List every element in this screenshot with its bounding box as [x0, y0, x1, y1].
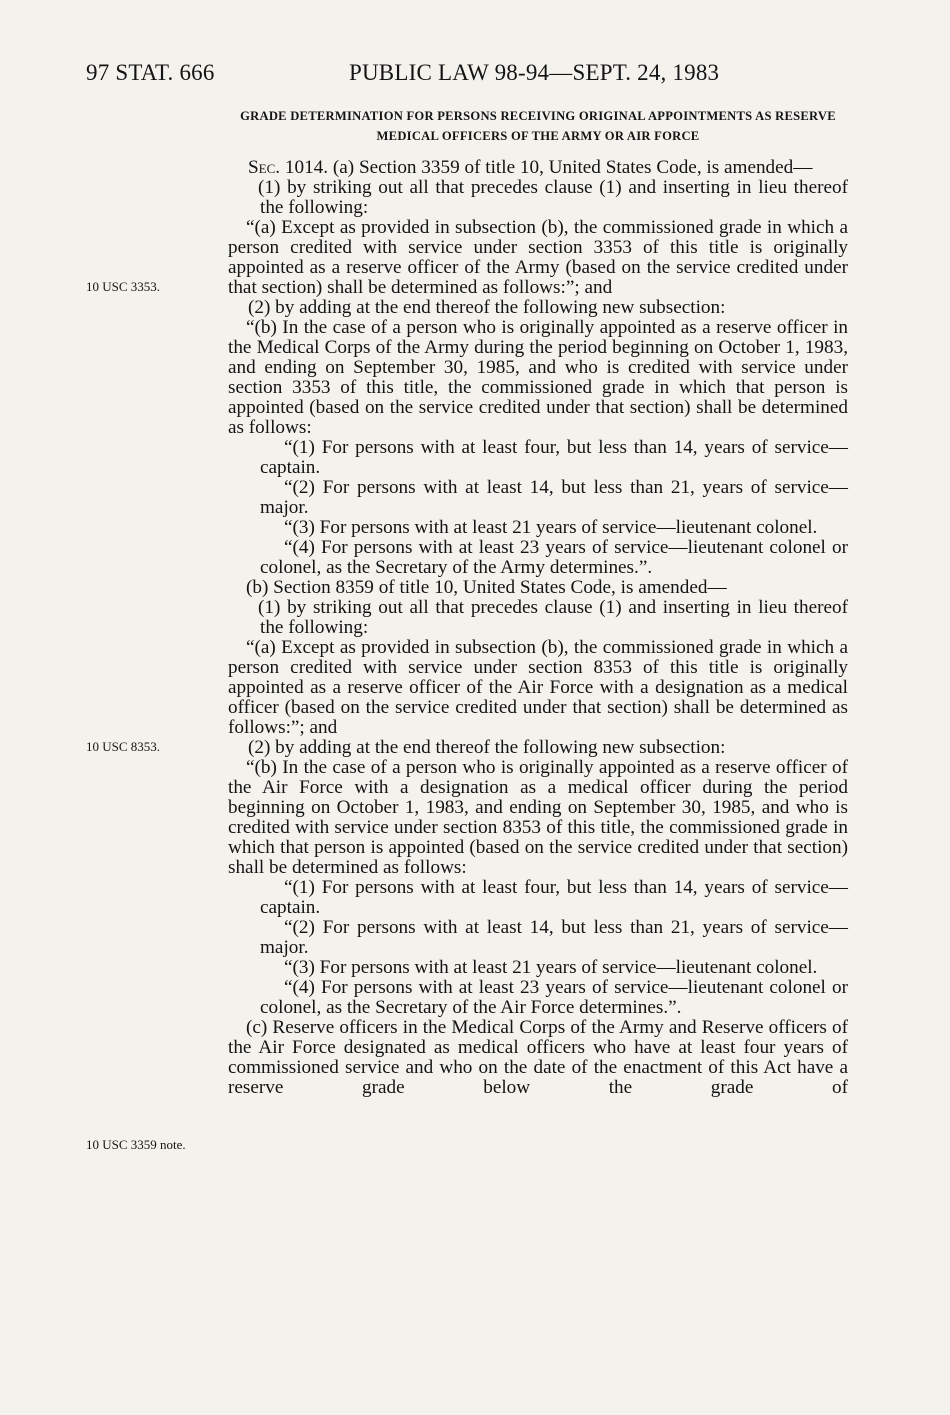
grade-clause: “(4) For persons with at least 23 years of service—lieutenant colonel or colonel, as the Secretary of the Army determines.”.	[260, 537, 848, 578]
grade-clause: “(3) For persons with at least 21 years of service—lieutenant colonel.	[284, 957, 818, 978]
margin-note-10-usc-3353: 10 USC 3353.	[86, 279, 161, 294]
grade-clause: “(2) For persons with at least 14, but less than 21, years of service—major.	[260, 477, 848, 518]
amendment-clause: (1) by striking out all that precedes clause (1) and inserting in lieu thereof the following:	[258, 177, 848, 218]
quoted-subsection: “(b) In the case of a person who is originally appointed as a reserve officer in the Medical Corps of the Army during the period beginning on October 1, 1983, and ending on September 30, 1985, and who is credited with service under section 3353 of this title, the commissioned grade in which that person is appointed (based on the service credited under that section) shall be determined as follows:	[228, 317, 848, 438]
subsection-paragraph: (b) Section 8359 of title 10, United States Code, is amended—	[246, 577, 727, 598]
subsection-paragraph: (c) Reserve officers in the Medical Corps of the Army and Reserve officers of the Air Force designated as medical officers who have at least four years of commissioned service and who on the date of the enactment of this Act have a reserve grade below the grade of	[228, 1017, 848, 1098]
quoted-subsection: “(a) Except as provided in subsection (b), the commissioned grade in which a person credited with service under section 3353 of this title is originally appointed as a reserve officer of the Army (based on the service credited under that section) shall be determined as follows:”; and	[228, 217, 848, 298]
margin-note-10-usc-3359-note: 10 USC 3359 note.	[86, 1137, 186, 1152]
amendment-clause: (2) by adding at the end thereof the following new subsection:	[248, 737, 726, 758]
amendment-clause: (2) by adding at the end thereof the following new subsection:	[248, 297, 726, 318]
section-label: Sec.	[248, 157, 281, 178]
amendment-clause: (1) by striking out all that precedes clause (1) and inserting in lieu thereof the following:	[258, 597, 848, 638]
page-number: 97 STAT. 666	[86, 60, 215, 85]
quoted-subsection: “(b) In the case of a person who is originally appointed as a reserve officer of the Air Force with a designation as a medical officer during the period beginning on October 1, 1983, and ending on September 30, 1985, and who is credited with service under section 8353 of this title, the commissioned grade in which that person is appointed (based on the service credited under that section) shall be determined as follows:	[228, 757, 848, 878]
grade-clause: “(4) For persons with at least 23 years of service—lieutenant colonel or colonel, as the Secretary of the Air Force determines.”.	[260, 977, 848, 1018]
quoted-subsection: “(a) Except as provided in subsection (b), the commissioned grade in which a person credited with service under section 8353 of this title is originally appointed as a reserve officer of the Air Force with a designation as a medical officer (based on the service credited under that section) shall be determined as follows:”; and	[228, 637, 848, 738]
section-paragraph	[228, 158, 848, 178]
grade-clause: “(1) For persons with at least four, but less than 14, years of service—captain.	[260, 437, 848, 478]
margin-note-10-usc-8353: 10 USC 8353.	[86, 739, 161, 754]
grade-clause: “(1) For persons with at least four, but less than 14, years of service—captain.	[260, 877, 848, 918]
body-text	[228, 158, 848, 1098]
grade-clause: “(2) For persons with at least 14, but less than 21, years of service—major.	[260, 917, 848, 958]
running-head: PUBLIC LAW 98-94—SEPT. 24, 1983	[349, 60, 720, 85]
section-heading: GRADE DETERMINATION FOR PERSONS RECEIVING ORIGINAL APPOINTMENTS AS RESERVE MEDICAL OFFICERS OF THE ARMY OR AIR FORCE	[240, 109, 836, 143]
grade-clause: “(3) For persons with at least 21 years of service—lieutenant colonel.	[284, 517, 818, 538]
section-text: 1014. (a) Section 3359 of title 10, United States Code, is amended—	[280, 157, 813, 178]
